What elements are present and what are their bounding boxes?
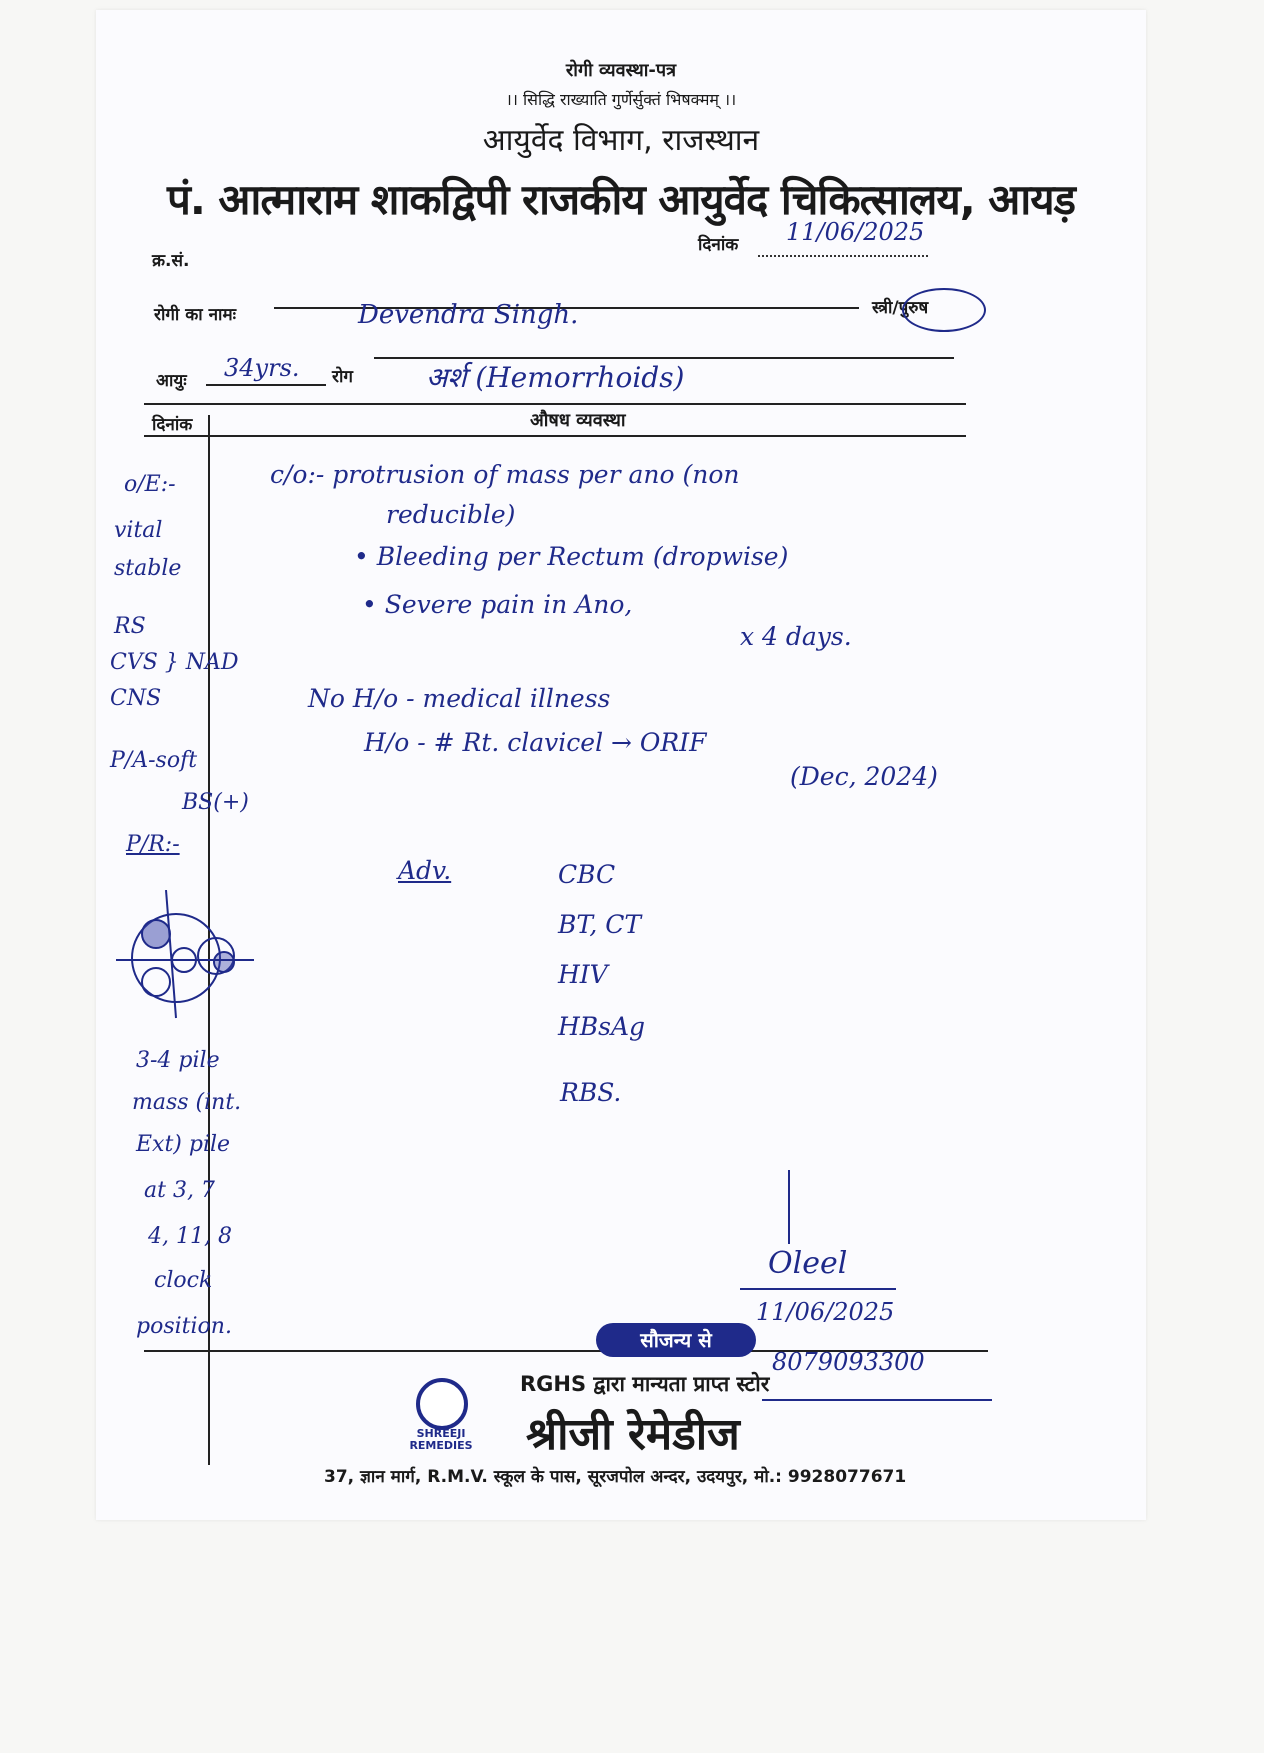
note-pile-count: 3-4 pile	[136, 1048, 220, 1073]
note-oe: o/E:-	[124, 472, 176, 497]
date-value: 11/06/2025	[786, 218, 925, 246]
note-position: position.	[136, 1314, 232, 1339]
age-label: आयुः	[156, 371, 187, 391]
history-line-2: H/o - # Rt. clavicel → ORIF	[364, 728, 707, 757]
history-line-3: (Dec, 2024)	[790, 762, 938, 791]
advice-test-3: HIV	[558, 960, 608, 989]
motto: ।। सिद्धि राख्याति गुर्णेर्सुक्तं भिषक्मम् ।।	[505, 90, 737, 109]
gender-label: स्त्री/पुरुष	[872, 298, 929, 318]
note-rs: RS	[114, 614, 146, 639]
sponsor-badge: सौजन्य से	[596, 1323, 756, 1357]
note-cvs: CVS } NAD	[110, 650, 239, 675]
disease-value: अर्श (Hemorrhoids)	[426, 361, 685, 394]
patient-name-value: Devendra Singh.	[358, 300, 579, 330]
note-cns: CNS	[110, 686, 162, 711]
note-pa: P/A-soft	[110, 748, 198, 773]
handwritten-phone: 8079093300	[772, 1348, 925, 1376]
store-address: 37, ज्ञान मार्ग, R.M.V. स्कूल के पास, सूरजपोल अन्दर, उदयपुर, मो.: 9928077671	[324, 1467, 907, 1487]
note-positions: 4, 11, 8	[148, 1224, 232, 1249]
form-title: रोगी व्यवस्था-पत्र	[565, 60, 677, 81]
table-header-rule	[144, 435, 966, 437]
note-mass: mass (int.	[132, 1090, 242, 1115]
note-bs: BS(+)	[182, 790, 249, 815]
doctor-signature: Oleel	[768, 1246, 848, 1281]
table-top-rule	[144, 403, 966, 405]
store-logo-icon	[416, 1378, 468, 1430]
store-logo-text: SHREEJI REMEDIES	[409, 1427, 473, 1452]
note-vital: vital	[114, 518, 163, 543]
signature-date: 11/06/2025	[756, 1298, 895, 1326]
note-at: at 3, 7	[144, 1178, 215, 1203]
advice-test-4: HBsAg	[558, 1012, 646, 1041]
pile-position-diagram	[116, 890, 256, 1020]
store-name: श्रीजी रेमेडीज	[526, 1409, 740, 1460]
note-ext: Ext) pile	[136, 1132, 231, 1157]
note-stable: stable	[114, 556, 182, 581]
note-pr: P/R:-	[126, 832, 180, 857]
patient-name-label: रोगी का नामः	[154, 305, 237, 325]
prescription-sheet	[96, 10, 1146, 1520]
complaint-line-4: • Severe pain in Ano,	[362, 590, 633, 619]
gender-selection-circle	[902, 288, 986, 332]
table-date-header: दिनांक	[152, 415, 193, 435]
age-value: 34yrs.	[224, 354, 300, 382]
complaint-line-3: • Bleeding per Rectum (dropwise)	[354, 542, 789, 571]
department-name: आयुर्वेद विभाग, राजस्थान	[482, 123, 760, 158]
advice-test-5: RBS.	[560, 1078, 622, 1107]
date-label: दिनांक	[698, 235, 739, 255]
note-clock: clock	[154, 1268, 213, 1293]
advice-test-1: CBC	[558, 860, 616, 889]
advice-test-2: BT, CT	[558, 910, 642, 939]
advice-label: Adv.	[398, 856, 452, 885]
complaint-line-1: c/o:- protrusion of mass per ano (non	[270, 460, 740, 489]
complaint-line-2: reducible)	[386, 500, 516, 529]
hospital-name: पं. आत्माराम शाकद्विपी राजकीय आयुर्वेद चिकित्सालय, आयड़	[166, 175, 1076, 224]
store-line: RGHS द्वारा मान्यता प्राप्त स्टोर	[520, 1372, 770, 1396]
history-line-1: No H/o - medical illness	[308, 684, 611, 713]
table-prescription-header: औषध व्यवस्था	[530, 410, 626, 431]
complaint-duration: x 4 days.	[740, 622, 852, 651]
disease-label: रोग	[332, 367, 353, 387]
serial-label: क्र.सं.	[152, 251, 190, 271]
